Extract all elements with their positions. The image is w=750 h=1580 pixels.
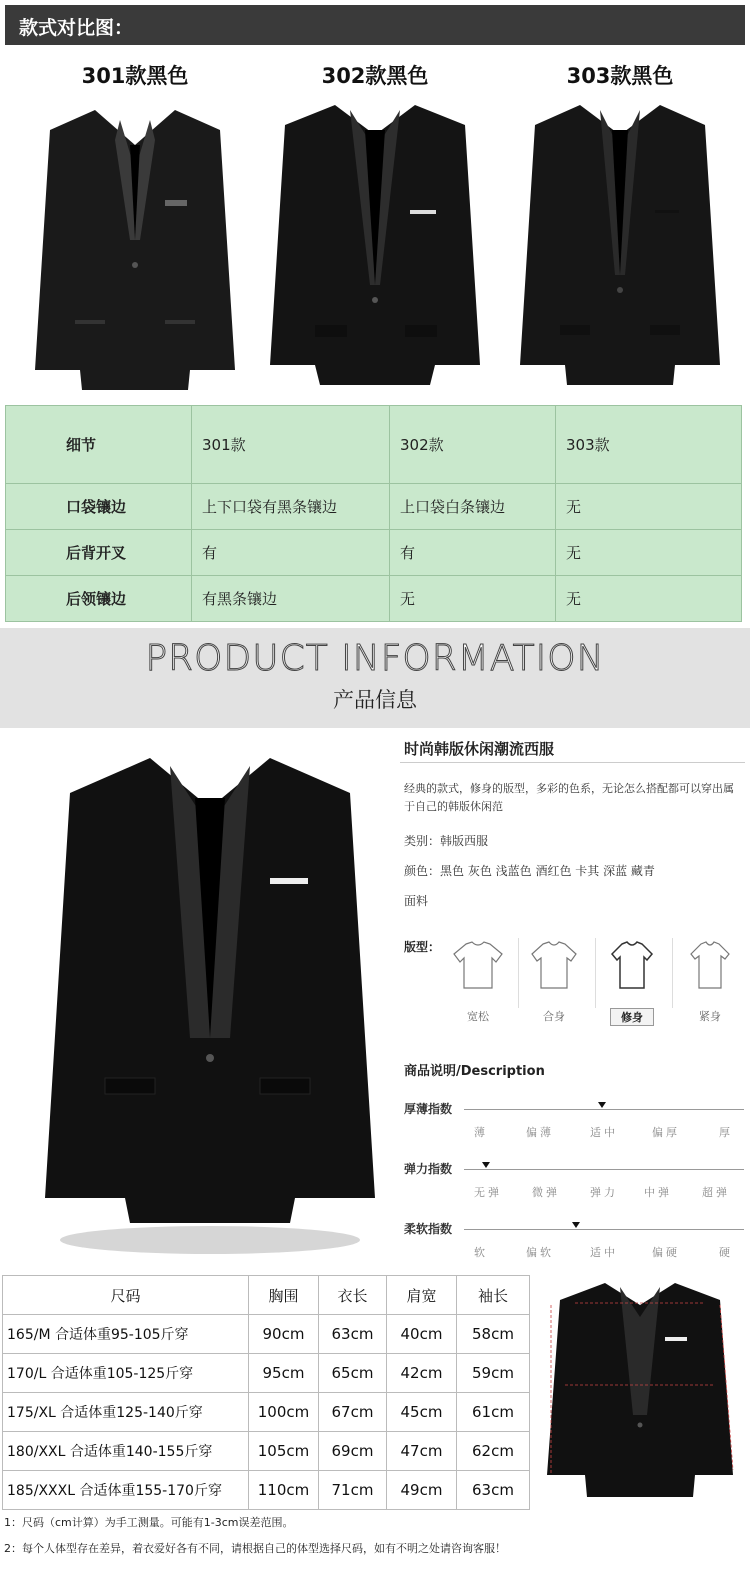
chest-cell: 105cm [249,1432,319,1471]
shoulder-cell: 42cm [387,1354,457,1393]
table-cell: 无 [556,530,742,576]
softness-scale [404,1220,744,1280]
jacket-301-label: 301款黑色 [81,64,189,88]
scale-option: 适中 [590,1246,618,1259]
category-row [404,832,488,849]
chest-cell: 100cm [249,1393,319,1432]
sleeve-cell: 61cm [457,1393,530,1432]
scale-option: 适中 [590,1126,618,1139]
fit-regular [524,936,584,1023]
scale-marker-icon [572,1222,580,1228]
jacket-302-label: 302款黑色 [321,64,429,88]
scale-option: 弹力 [590,1186,618,1199]
jacket-303-image [505,90,735,400]
table-cell: 有 [192,530,390,576]
note-line: 2：每个人体型存在差异，着衣爱好各有不同，请根据自己的体型选择尺码，如有不明之处请咨询客服！ [4,1542,506,1555]
scale-option: 超弹 [702,1186,730,1199]
color-value: 黑色 灰色 浅蓝色 酒红色 卡其 深蓝 藏青 [440,864,655,878]
size-header-row [3,1276,530,1315]
scale-option: 厚 [719,1126,733,1139]
jacket-302 [260,50,490,400]
size-header-cell: 肩宽 [387,1276,457,1315]
product-description: 经典的款式，修身的版型，多彩的色系，无论怎么搭配都可以穿出属于自己的韩版休闲范 [404,782,734,813]
sleeve-cell: 63cm [457,1471,530,1510]
table-cell: 无 [390,576,556,622]
fit-tight [680,936,740,1023]
chest-cell: 95cm [249,1354,319,1393]
size-header-cell: 袖长 [457,1276,530,1315]
table-header-cell: 细节 [6,406,192,484]
size-row [3,1471,530,1510]
scale-option: 微弹 [532,1186,560,1199]
fit-divider [672,938,673,1008]
measurement-diagram-image [535,1275,745,1507]
scale-option: 薄 [474,1126,488,1139]
chest-cell: 110cm [249,1471,319,1510]
table-cell: 无 [556,484,742,530]
fit-divider [518,938,519,1008]
table-cell: 上口袋白条镶边 [390,484,556,530]
scale-option: 偏薄 [526,1126,554,1139]
table-header-cell: 303款 [556,406,742,484]
table-row [6,576,742,622]
product-info-banner [0,628,750,728]
detail-compare-table [5,405,742,622]
table-row [6,484,742,530]
size-header-cell: 尺码 [3,1276,249,1315]
tshirt-slim-icon [602,936,662,996]
scale-option: 偏厚 [652,1126,680,1139]
size-header-cell: 胸围 [249,1276,319,1315]
color-row [404,862,655,879]
fit-slim [602,936,662,1024]
jacket-303 [505,50,735,400]
table-header-row [6,406,742,484]
fit-name: 宽松 [467,1010,489,1023]
size-table [2,1275,530,1510]
compare-title: 款式对比图： [19,17,134,39]
tshirt-regular-icon [524,936,584,996]
length-cell: 71cm [319,1471,387,1510]
fit-name-selected: 修身 [610,1008,654,1026]
softness-scale-name: 柔软指数 [404,1222,453,1236]
scale-line [464,1109,744,1110]
scale-line [464,1169,744,1170]
table-row [6,530,742,576]
jacket-301-image [20,90,250,400]
size-row [3,1393,530,1432]
size-cell: 170/L 合适体重105-125斤穿 [3,1354,249,1393]
description-heading: 商品说明/Description [404,1064,545,1079]
sleeve-cell: 58cm [457,1315,530,1354]
compare-header-bar [5,5,745,45]
jacket-compare-section [0,50,750,400]
category-label: 类别： [404,834,441,848]
shoulder-cell: 47cm [387,1432,457,1471]
tshirt-loose-icon [448,936,508,996]
sleeve-cell: 62cm [457,1432,530,1471]
scale-option: 软 [474,1246,488,1259]
table-row-label: 口袋镶边 [6,484,192,530]
banner-title-cn: 产品信息 [333,688,417,712]
color-label: 颜色： [404,864,441,878]
tshirt-tight-icon [680,936,740,996]
size-header-cell: 衣长 [319,1276,387,1315]
thickness-scale [404,1100,744,1160]
shoulder-cell: 40cm [387,1315,457,1354]
size-row [3,1354,530,1393]
thickness-scale-name: 厚薄指数 [404,1102,453,1116]
elasticity-scale-name: 弹力指数 [404,1162,453,1176]
size-row [3,1432,530,1471]
banner-title-en: PRODUCT INFORMATION [145,638,605,679]
scale-marker-icon [482,1162,490,1168]
chest-cell: 90cm [249,1315,319,1354]
size-notes [4,1513,506,1565]
elasticity-scale [404,1160,744,1220]
length-cell: 63cm [319,1315,387,1354]
fabric-label: 面料 [404,894,429,908]
shoulder-cell: 45cm [387,1393,457,1432]
note-line: 1：尺码（cm计算）为手工测量。可能有1-3cm误差范围。 [4,1516,294,1529]
fit-name: 紧身 [699,1010,721,1023]
shoulder-cell: 49cm [387,1471,457,1510]
length-cell: 67cm [319,1393,387,1432]
scale-option: 偏软 [526,1246,554,1259]
length-cell: 69cm [319,1432,387,1471]
table-cell: 有 [390,530,556,576]
table-cell: 上下口袋有黑条镶边 [192,484,390,530]
length-cell: 65cm [319,1354,387,1393]
table-row-label: 后背开叉 [6,530,192,576]
scale-option: 硬 [719,1246,733,1259]
table-cell: 有黑条镶边 [192,576,390,622]
scale-marker-icon [598,1102,606,1108]
size-row [3,1315,530,1354]
category-value: 韩版西服 [440,834,489,848]
size-cell: 180/XXL 合适体重140-155斤穿 [3,1432,249,1471]
product-title: 时尚韩版休闲潮流西服 [404,740,555,758]
jacket-303-label: 303款黑色 [566,64,674,88]
jacket-302-image [260,90,490,400]
scale-line [464,1229,744,1230]
fit-label: 版型： [404,940,441,954]
fit-divider [595,938,596,1008]
table-header-cell: 301款 [192,406,390,484]
table-row-label: 后领镶边 [6,576,192,622]
scale-option: 偏硬 [652,1246,680,1259]
size-cell: 185/XXXL 合适体重155-170斤穿 [3,1471,249,1510]
size-cell: 165/M 合适体重95-105斤穿 [3,1315,249,1354]
jacket-301 [20,50,250,400]
table-header-cell: 302款 [390,406,556,484]
fit-name: 合身 [543,1010,565,1023]
fabric-row [404,892,428,909]
title-divider [400,762,745,763]
fit-loose [448,936,508,1023]
size-cell: 175/XL 合适体重125-140斤穿 [3,1393,249,1432]
scale-option: 中弹 [644,1186,672,1199]
table-cell: 无 [556,576,742,622]
sleeve-cell: 59cm [457,1354,530,1393]
product-main-image [30,748,390,1258]
scale-option: 无弹 [474,1186,502,1199]
